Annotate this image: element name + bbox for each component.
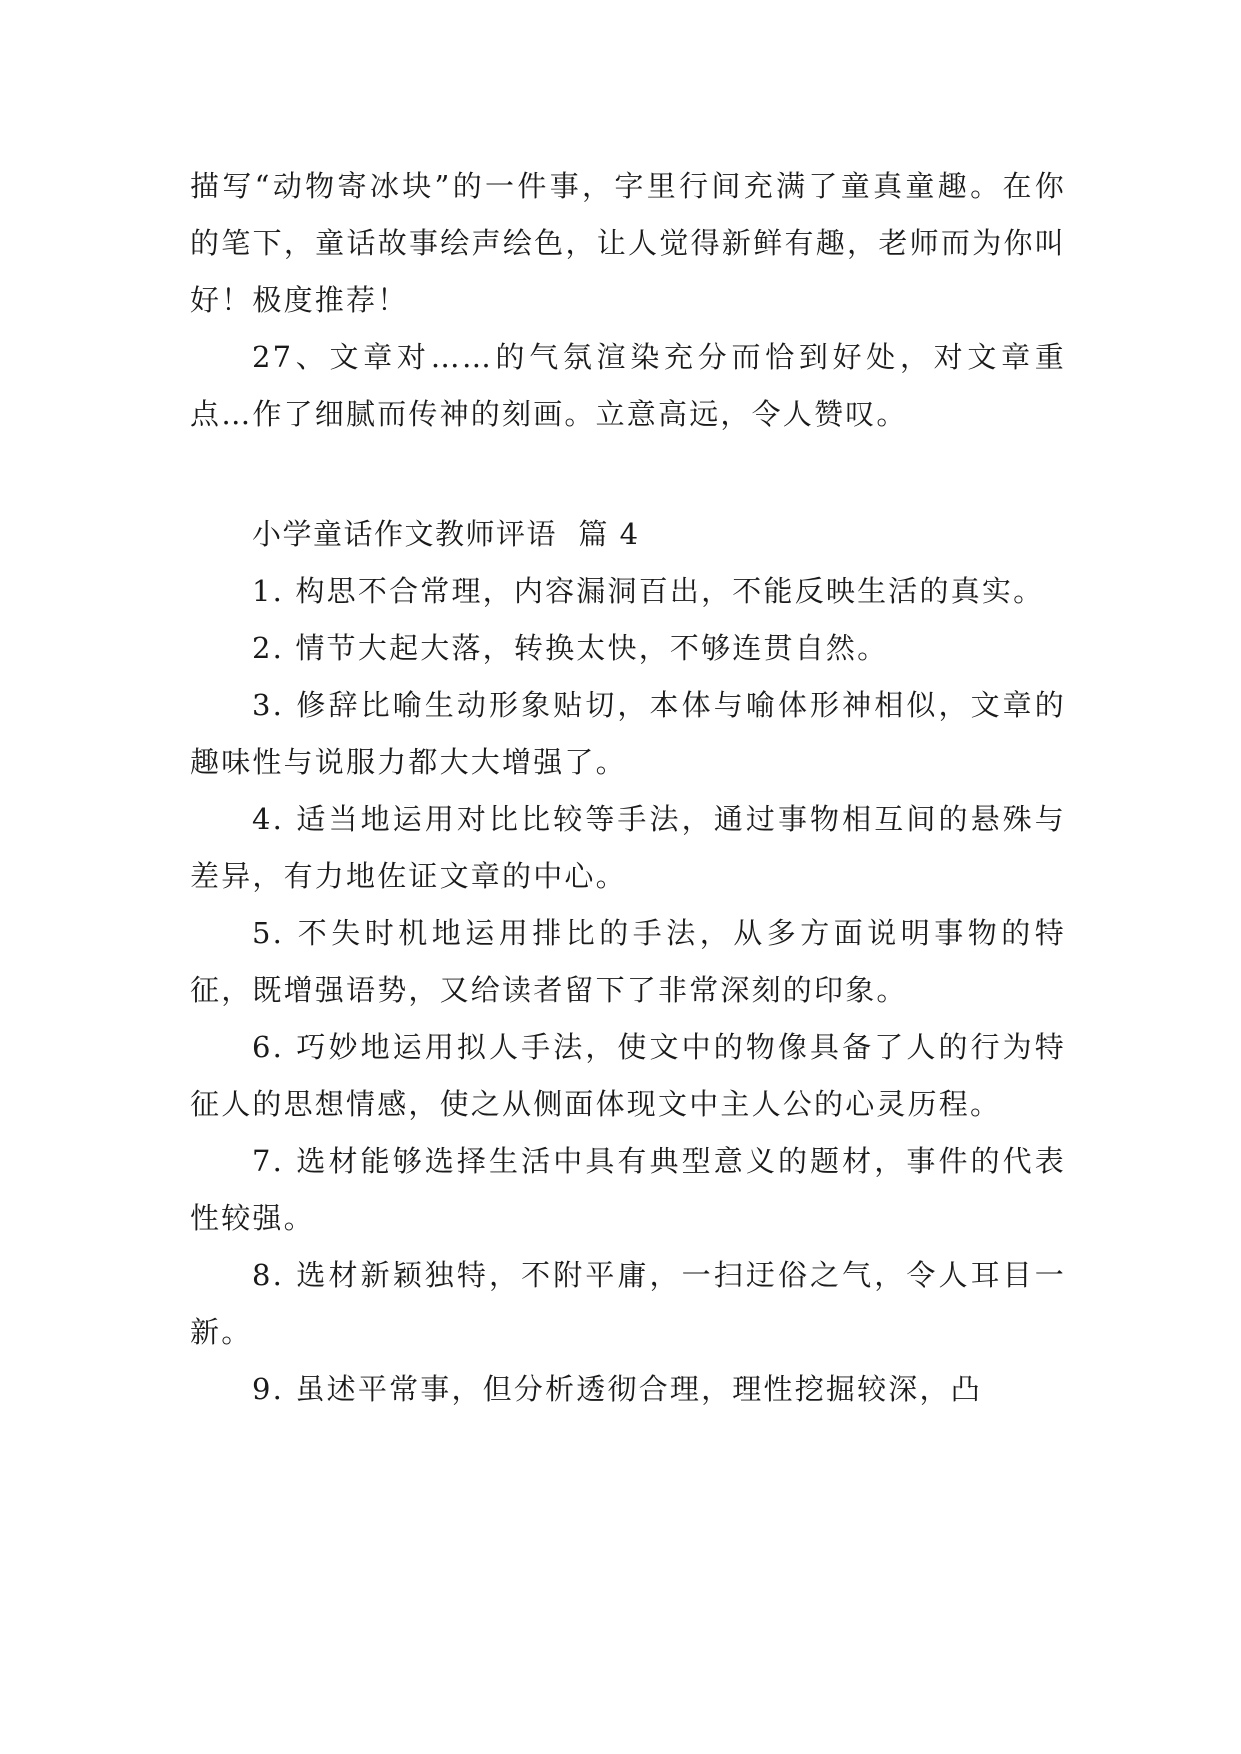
comment-item-2: 2. 情节大起大落，转换太快，不够连贯自然。 bbox=[252, 631, 889, 665]
comment-item-3: 3. 修辞比喻生动形象贴切，本体与喻体形神相似，文章的趣味性与说服力都大大增强了。 bbox=[190, 688, 1066, 779]
intro-paragraph-1: 描写“动物寄冰块”的一件事，字里行间充满了童真童趣。在你的笔下，童话故事绘声绘色，让人觉得新鲜有趣，老师而为你叫好！极度推荐！ bbox=[190, 169, 1066, 317]
intro-paragraph-2: 27、文章对……的气氛渲染充分而恰到好处，对文章重点…作了细腻而传神的刻画。立意高远，令人赞叹。 bbox=[190, 340, 1066, 431]
comment-item-6: 6. 巧妙地运用拟人手法，使文中的物像具备了人的行为特征人的思想情感，使之从侧面体现文中主人公的心灵历程。 bbox=[190, 1030, 1066, 1121]
comment-list bbox=[190, 563, 1066, 1418]
comment-item-7: 7. 选材能够选择生活中具有典型意义的题材，事件的代表性较强。 bbox=[190, 1144, 1066, 1235]
comment-item-4: 4. 适当地运用对比比较等手法，通过事物相互间的悬殊与差异，有力地佐证文章的中心。 bbox=[190, 802, 1066, 893]
comment-item-5: 5. 不失时机地运用排比的手法，从多方面说明事物的特征，既增强语势，又给读者留下了非常深刻的印象。 bbox=[190, 916, 1066, 1007]
comment-item-9: 9. 虽述平常事，但分析透彻合理，理性挖掘较深，凸 bbox=[252, 1372, 982, 1406]
comment-item-8: 8. 选材新颖独特，不附平庸，一扫迂俗之气，令人耳目一新。 bbox=[190, 1258, 1066, 1349]
page-content bbox=[190, 158, 1066, 1418]
section-title: 小学童话作文教师评语 篇 4 bbox=[252, 517, 640, 551]
comment-item-1: 1. 构思不合常理，内容漏洞百出，不能反映生活的真实。 bbox=[252, 574, 1045, 608]
